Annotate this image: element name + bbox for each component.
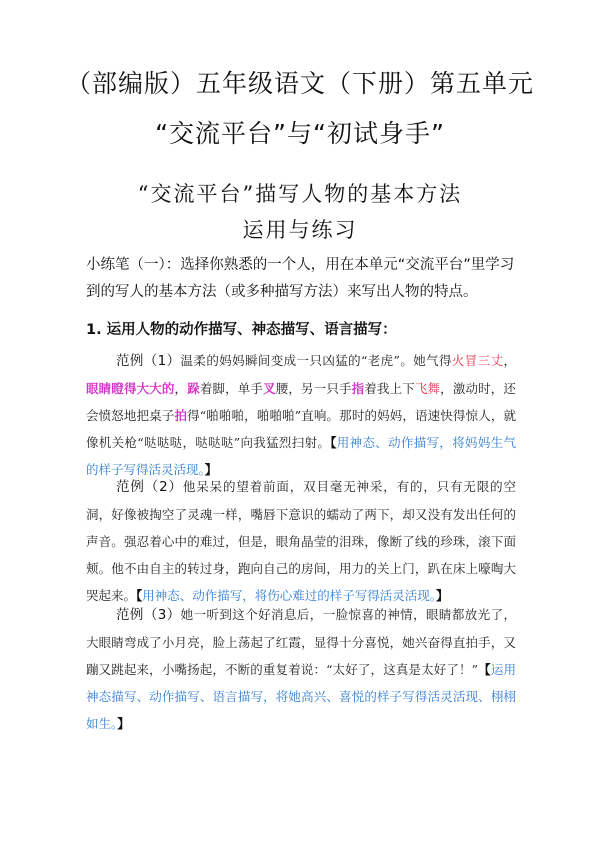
example-label: 范例（3）	[116, 607, 181, 623]
example-paragraph-1: 范例（1）温柔的妈妈瞬间变成一只凶猛的“老虎”。她气得火冒三丈，眼睛瞪得大大的，跺着脚，单手叉腰，另一只手指着我上下飞舞，激动时，还会愤怒地把桌子拍得“啪啪啪，啪啪啪”直响。那时的妈妈，语速快得惊人，就像机关枪“哒哒哒，哒哒哒”向我猛烈扫射。【用神态、动作描写，将妈妈生气的样子写得活灵活现。】	[86, 353, 516, 477]
example-note: 运用神态描写、动作描写、语言描写，将她高兴、喜悦的样子写得活灵活现、栩栩如生。	[86, 662, 516, 731]
note-bracket: 】	[117, 716, 130, 731]
exercise-prompt: 小练笔（一）：选择你熟悉的一个人，用在本单元“交流平台”里学习到的写人的基本方法（或多种描写方法）来写出人物的特点。	[86, 257, 515, 300]
example-note: 用神态、动作描写，将伤心难过的样子写得活灵活现。	[142, 588, 437, 603]
method-heading: 1. 运用人物的动作描写、神态描写、语言描写：	[86, 322, 397, 338]
note-bracket: 【	[136, 588, 143, 603]
highlight-word: 跺	[187, 381, 200, 396]
example-note: 用神态、动作描写，将妈妈生气的样子写得活灵活现。	[86, 435, 516, 477]
example-label: 范例（2）	[116, 479, 183, 495]
note-bracket: 】	[436, 588, 449, 603]
section-subtitle-line1: “交流平台”描写人物的基本方法	[137, 182, 463, 206]
note-bracket: 【	[330, 435, 337, 450]
highlight-phrase: 眼睛瞪得大大的	[86, 381, 175, 396]
document-title-line1: （部编版）五年级语文（下册）第五单元	[65, 69, 534, 98]
highlight-word: 拍	[174, 408, 188, 423]
example-label: 范例（1）	[116, 353, 181, 369]
highlight-word: 飞舞	[414, 381, 441, 396]
note-bracket: 】	[204, 462, 218, 477]
highlight-word: 指	[351, 381, 365, 396]
highlight-word: 叉	[263, 381, 276, 396]
note-bracket: 【	[478, 662, 491, 677]
highlight-phrase: 火冒三丈	[451, 353, 504, 368]
example-paragraph-3: 范例（3）她一听到这个好消息后，一脸惊喜的神情，眼睛都放光了，大眼睛弯成了小月亮，脸上荡起了红霞，显得十分喜悦，她兴奋得直拍手，又蹦又跳起来，小嘴扬起，不断的重复着说：“太好了，这真是太好了！”【运用神态描写、动作描写、语言描写，将她高兴、喜悦的样子写得活灵活现、栩栩如生。】	[86, 607, 516, 731]
section-subtitle-line2: 运用与练习	[242, 218, 358, 242]
example-paragraph-2: 范例（2）他呆呆的望着前面，双目毫无神采，有的，只有无限的空洞，好像被掏空了灵魂一样，嘴唇下意识的蠕动了两下，却又没有发出任何的声音。强忍着心中的难过，但是，眼角晶莹的泪珠，像断了线的珍珠，滚下面颊。他不由自主的转过身，跑向自己的房间，用力的关上门，趴在床上嚎啕大哭起来。【用神态、动作描写，将伤心难过的样子写得活灵活现。】	[86, 479, 516, 603]
document-title-line2: “交流平台”与“初试身手”	[155, 119, 445, 148]
